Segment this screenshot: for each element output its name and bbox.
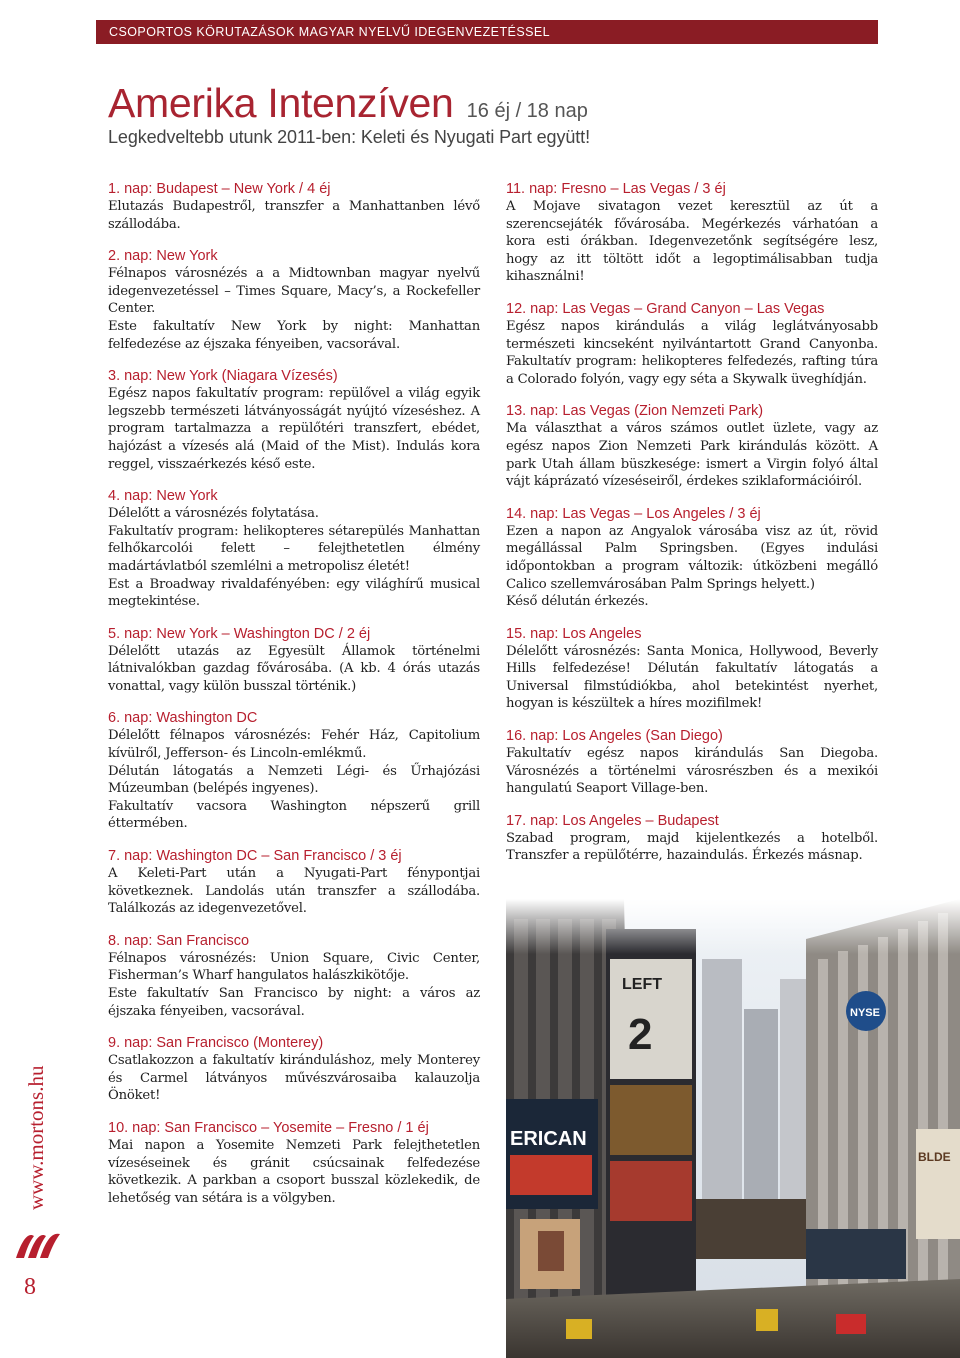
- day-description: Egész napos fakultatív program: repülővel a világ egyik legszebb természeti látványosságát nyújtó vízeséshez. A program tartalmazza a repülőtéri transzfert, ebédet, hajózást a vízesés alá (Maid of the Mist). Indulás kora reggel, visszaérkezés késő este.: [108, 386, 480, 472]
- day-title: 16. nap: Los Angeles (San Diego): [506, 728, 723, 745]
- website-url[interactable]: www.mortons.hu: [24, 1065, 48, 1210]
- itinerary-day: [506, 812, 878, 865]
- day-title: 4. nap: New York: [108, 488, 218, 505]
- day-description: Délelőtt a városnézés folytatása.: [108, 506, 319, 522]
- day-description: Félnapos városnézés: Union Square, Civic Center, Fisherman’s Wharf hangulatos halászkikötője.: [108, 950, 480, 984]
- itinerary-day: [108, 367, 480, 473]
- itinerary-day: [506, 505, 878, 611]
- itinerary-right-column: [506, 180, 878, 879]
- day-title: 6. nap: Washington DC: [108, 710, 258, 727]
- day-description: A Mojave sivatagon vezet keresztül az út a szerencsejáték fővárosába. Megérkezés várhatóan a kora esti órákban. Idegenvezetőnk segítségére lesz, hogy az itt töltött időt a legoptimálisabban tudja kihasználni!: [506, 199, 878, 285]
- day-description: Késő délután érkezés.: [506, 594, 649, 610]
- day-description: Ezen a napon az Angyalok városába visz az út, rövid megállással Palm Springsben. (Egyes indulási időpontokban a program változik: útközbeni megálló Calico szellemvárosában Palm Springs helyett.): [506, 523, 878, 592]
- day-description: A Keleti-Part után a Nyugati-Part fénypontjai következnek. Landolás után transzfer a szállodába. Találkozás az idegenvezetővel.: [108, 866, 480, 917]
- itinerary-day: [506, 300, 878, 388]
- day-description: Fakultatív vacsora Washington népszerű grill éttermében.: [108, 798, 480, 832]
- day-description: Egész napos kirándulás a világ leglátványosabb természeti kincseként nyilvántartott Grand Canyonba. Fakultatív program: helikopteres felfedezés, rafting túra a Colorado folyón, vagy egy séta a Skywalk üveghídján.: [506, 318, 878, 387]
- day-description: Fakultatív egész napos kirándulás San Diegoba. Városnézés a történelmi városrészben és a mexikói hangulatú Seaport Village-ben.: [506, 746, 878, 797]
- header-banner: [96, 20, 878, 44]
- itinerary-day: [506, 727, 878, 798]
- page-number: 8: [24, 1274, 36, 1300]
- page-title: Amerika Intenzíven: [108, 80, 454, 126]
- day-title: 9. nap: San Francisco (Monterey): [108, 1035, 324, 1052]
- day-title: 15. nap: Los Angeles: [506, 625, 642, 642]
- day-title: 13. nap: Las Vegas (Zion Nemzeti Park): [506, 403, 764, 420]
- day-description: Délelőtt utazás az Egyesült Államok történelmi látnivalókban gazdag fővárosába. (A kb. 4 órás utazás vonattal, vagy külön busszal történik.): [108, 643, 480, 694]
- itinerary-day: [108, 1119, 480, 1207]
- day-description: Délután látogatás a Nemzeti Légi- és Űrhajózási Múzeumban (belépés ingyenes).: [108, 763, 480, 797]
- times-square-photo: [506, 899, 960, 1358]
- day-title: 10. nap: San Francisco – Yosemite – Fresno / 1 éj: [108, 1119, 429, 1136]
- day-title: 8. nap: San Francisco: [108, 932, 250, 949]
- day-description: Délelőtt városnézés: Santa Monica, Hollywood, Beverly Hills felfedezése! Délután fakultatív látogatás a Universal filmstúdiókba, ahol betekintést nyerhet, hogyan is készültek a híres mozifilmek!: [506, 643, 878, 712]
- itinerary-day: [506, 180, 878, 286]
- day-title: 17. nap: Los Angeles – Budapest: [506, 812, 719, 829]
- day-title: 12. nap: Las Vegas – Grand Canyon – Las Vegas: [506, 300, 825, 317]
- day-description: Félnapos városnézés a a Midtownban magyar nyelvű idegenvezetéssel – Times Square, Macy’s, a Rockefeller Center.: [108, 266, 480, 317]
- itinerary-day: [108, 247, 480, 353]
- itinerary-day: [108, 932, 480, 1020]
- day-title: 7. nap: Washington DC – San Francisco / 3 éj: [108, 848, 402, 865]
- day-description: Csatlakozzon a fakultatív kiránduláshoz, mely Monterey és Carmel látványos művészvárosaiba kalauzolja Önöket!: [108, 1053, 480, 1104]
- title-row: [108, 80, 888, 127]
- day-description: Ma választhat a város számos outlet üzlete, vagy az egész napos Zion Nemzeti Park kirándulás között. A park Utah állam büszkesége: ismert a Virgin folyó által vájt káprázató vízeséseiről, érdekes sziklaformációiról.: [506, 421, 878, 490]
- day-title: 1. nap: Budapest – New York / 4 éj: [108, 181, 331, 197]
- page-subtitle: Legkedveltebb utunk 2011-ben: Keleti és Nyugati Part együtt!: [108, 127, 590, 147]
- itinerary-day: [506, 625, 878, 713]
- day-title: 2. nap: New York: [108, 248, 218, 265]
- itinerary-day: [108, 625, 480, 696]
- itinerary-day: [108, 847, 480, 918]
- day-title: 5. nap: New York – Washington DC / 2 éj: [108, 625, 371, 642]
- day-title: 11. nap: Fresno – Las Vegas / 3 éj: [506, 181, 726, 197]
- itinerary-day: [506, 402, 878, 490]
- itinerary-left-column: [108, 180, 480, 1221]
- day-description: Fakultatív program: helikopteres sétarepülés Manhattan felhőkarcolói felett – felejthetetlen élmény madártávlatból szemlélni a metropolisz életét!: [108, 523, 480, 574]
- day-description: Mai napon a Yosemite Nemzeti Park felejthetetlen vízeséseinek és gránit csúcsainak felfedezése következik. A parkban a csoport busszal közlekedik, de lehetőség van sétára is a völgyben.: [108, 1137, 480, 1206]
- day-description: Elutazás Budapestről, transzfer a Manhattanben lévő szállodába.: [108, 199, 480, 232]
- day-description: Délelőtt félnapos városnézés: Fehér Ház, Capitolium kívülről, Jefferson- és Lincoln-emlékmű.: [108, 728, 480, 762]
- day-title: 14. nap: Las Vegas – Los Angeles / 3 éj: [506, 505, 761, 522]
- itinerary-day: [108, 487, 480, 611]
- day-description: Est a Broadway rivaldafényében: egy világhírű musical megtekintése.: [108, 576, 480, 610]
- banner-text: CSOPORTOS KÖRUTAZÁSOK MAGYAR NYELVŰ IDEGENVEZETÉSSEL: [109, 25, 551, 39]
- itinerary-day: [108, 1034, 480, 1105]
- day-description: Este fakultatív New York by night: Manhattan felfedezése az éjszaka fényeiben, vacsorával.: [108, 318, 480, 352]
- mortons-logo-icon: [14, 1226, 66, 1262]
- itinerary-day: [108, 709, 480, 833]
- day-title: 3. nap: New York (Niagara Vízesés): [108, 368, 338, 385]
- trip-duration: 16 éj / 18 nap: [466, 100, 588, 122]
- itinerary-day: [108, 180, 480, 233]
- day-description: Este fakultatív San Francisco by night: a város az éjszaka fényeiben, vacsorával.: [108, 986, 480, 1019]
- day-description: Szabad program, majd kijelentkezés a hotelből. Transzfer a repülőtérre, hazaindulás. Érkezés másnap.: [506, 830, 878, 864]
